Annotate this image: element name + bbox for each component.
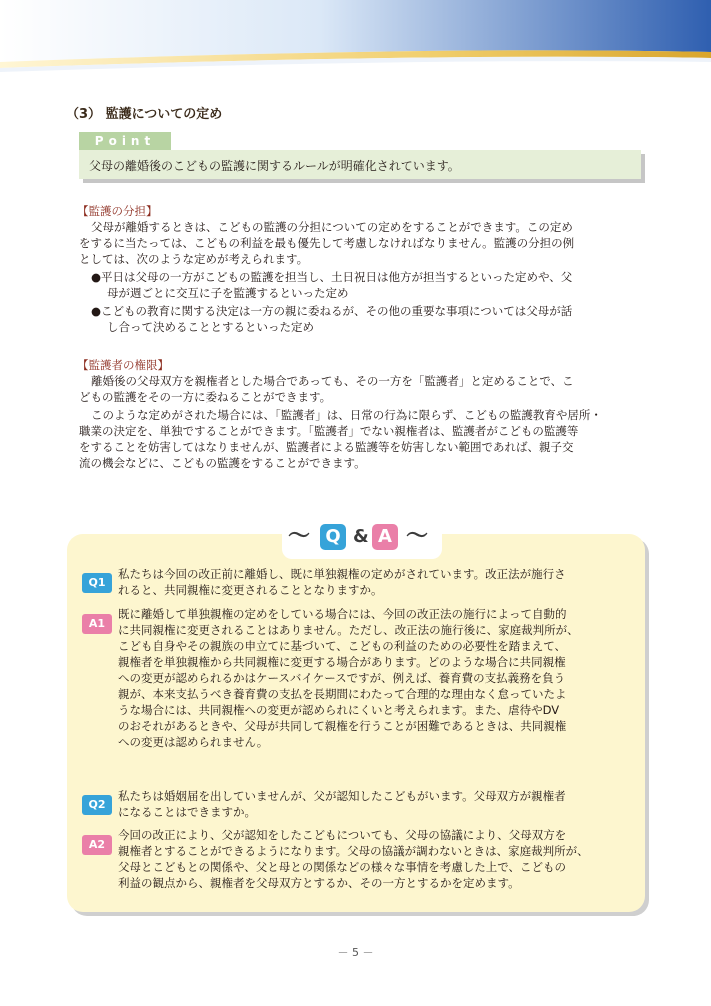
qa-ampersand: & — [353, 526, 369, 547]
custody-division-line: としては、次のような定めが考えられます。 — [79, 252, 309, 266]
qa-a-mark: A — [372, 524, 398, 550]
point-body — [79, 150, 641, 179]
custodian-authority-line: 流の機会などに、こどもの監護をすることができます。 — [79, 456, 366, 470]
bullet-line: 母が週ごとに交互に子を監護するといった定め — [107, 286, 349, 300]
custodian-authority-line: をすることを妨害してはなりませんが、監護者による監護等を妨害しない範囲であれば、親子交 — [79, 440, 574, 454]
answer-line: 親が、本来支払うべき養育費の支払を長期間にわたって合理的な理由なく怠っていたよ — [118, 687, 567, 701]
answer-line: 今回の改正により、父が認知をしたこどもについても、父母の協議により、父母双方を — [118, 828, 567, 842]
answer-line: への変更は認められません。 — [118, 735, 269, 749]
question-line: 私たちは婚姻届を出していませんが、父が認知したこどもがいます。父母双方が親権者 — [118, 789, 566, 803]
qa-tilde-left: ～ — [288, 524, 311, 549]
header-banner — [0, 0, 711, 95]
qa-header — [282, 517, 442, 559]
answer-badge: A1 — [82, 614, 112, 634]
custodian-authority-heading: 【監護者の権限】 — [77, 358, 169, 372]
custodian-authority-line: 離婚後の父母双方を親権者とした場合であっても、その一方を「監護者」と定めることで、こ — [91, 374, 574, 388]
answer-line: 親権者を単独親権から共同親権に変更する場合があります。どのような場合に共同親権 — [118, 655, 566, 669]
qa-q-mark: Q — [320, 524, 346, 550]
answer-line: 父母とこどもとの関係や、父と母との関係などの様々な事情を考慮した上で、こどもの — [118, 860, 567, 874]
question-line: になることはできますか。 — [118, 805, 256, 819]
bullet-line: ●こどもの教育に関する決定は一方の親に委ねるが、その他の重要な事項については父母が話 — [91, 304, 573, 318]
answer-line: 既に離婚して単独親権の定めをしている場合には、今回の改正法の施行によって自動的 — [118, 607, 567, 621]
answer-line: への変更が認められるかはケースバイケースですが、例えば、養育費の支払義務を負う — [118, 671, 566, 685]
qa-tilde-right: ～ — [406, 524, 429, 549]
bullet-line: ●平日は父母の一方がこどもの監護を担当し、土日祝日は他方が担当するといった定めや、父 — [91, 270, 573, 284]
page-number: － 5 － — [337, 946, 374, 959]
answer-line: こども自身やその親族の申立てに基づいて、こどもの利益のための必要性を踏まえて、 — [118, 639, 567, 653]
custodian-authority-line: 職業の決定を、単独ですることができます。「監護者」でない親権者は、監護者がこどもの監護等 — [79, 424, 579, 438]
custodian-authority-line: このような定めがされた場合には、「監護者」は、日常の行為に限らず、こどもの監護教育や居所・ — [91, 408, 602, 422]
point-callout — [79, 132, 646, 184]
answer-line: のおそれがあるときや、父母が共同して親権を行うことが困難であるときは、共同親権 — [118, 719, 567, 733]
custody-division-line: 父母が離婚するときは、こどもの監護の分担についての定めをすることができます。この定め — [91, 220, 573, 234]
question-badge: Q1 — [82, 573, 112, 593]
custody-division-line: をするに当たっては、こどもの利益を最も優先して考慮しなければなりません。監護の分担の例 — [79, 236, 575, 250]
answer-line: 利益の観点から、親権者を父母双方とするか、その一方とするかを定めます。 — [118, 876, 520, 890]
custody-division-heading: 【監護の分担】 — [77, 204, 158, 218]
section-heading: （3） 監護についての定め — [66, 107, 223, 122]
point-label: Point — [79, 132, 171, 150]
question-line: 私たちは今回の改正前に離婚し、既に単独親権の定めがされています。改正法が施行さ — [118, 567, 566, 581]
answer-badge: A2 — [82, 835, 112, 855]
question-badge: Q2 — [82, 795, 112, 815]
answer-line: に共同親権に変更されることはありません。ただし、改正法の施行後に、家庭裁判所が、 — [118, 623, 579, 637]
answer-line: 親権者とすることができるようになります。父母の協議が調わないときは、家庭裁判所が、 — [118, 844, 589, 858]
bullet-line: し合って決めることとするといった定め — [107, 320, 314, 334]
custodian-authority-line: どもの監護をその一方に委ねることができます。 — [79, 390, 332, 404]
answer-line: うな場合には、共同親権への変更が認められにくいと考えられます。また、虐待やDV — [118, 703, 560, 717]
question-line: れると、共同親権に変更されることとなりますか。 — [118, 583, 383, 597]
point-text: 父母の離婚後のこどもの監護に関するルールが明確化されています。 — [89, 159, 460, 173]
